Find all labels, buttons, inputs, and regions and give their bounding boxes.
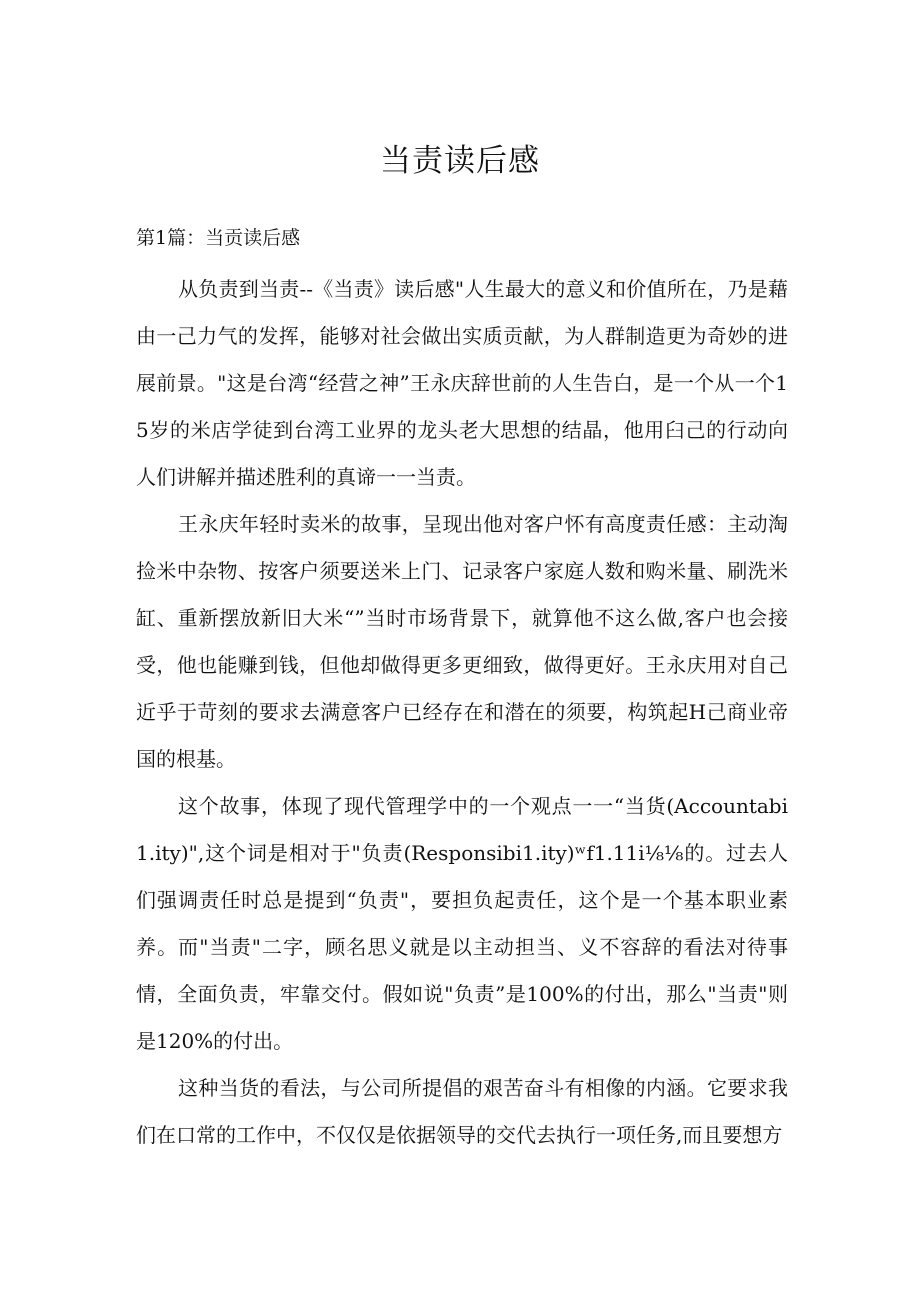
paragraph-4: 这种当货的看法，与公司所提倡的艰苦奋斗有相像的内涵。它要求我们在口常的工作中，不仅仅是依据领导的交代去执行一项任务,而且要想方	[136, 1076, 788, 1147]
section-heading: 第1篇：当贡读后感	[136, 227, 301, 249]
document-title: 当责读后感	[380, 143, 540, 179]
paragraph-2: 王永庆年轻时卖米的故事，呈现出他对客户怀有高度责任感：主动淘捡米中杂物、按客户须要送米上门、记录客户家庭人数和购米量、刷洗米缸、重新摆放新旧大米“”当时市场背景下，就算他不这么做,客户也会接受，他也能赚到钱，但他却做得更多更细致，做得更好。王永庆用对自己近乎于苛刻的要求去满意客户已经存在和潜在的须要，构筑起H己商业帝国的根基。	[136, 512, 788, 771]
paragraph-3: 这个故事，体现了现代管理学中的一个观点一一“当货(Accountabi1.ity)",这个词是相对于"负责(Responsibi1.ity)ʷf1.11i⅛⅛的。过去人们强调责任时总是提到“负责"，要担负起责任，这个是一个基本职业素养。而"当责"二字，顾名思义就是以主动担当、义不容辞的看法对待事情，全面负责，牢靠交付。假如说"负责”是100%的付出，那么"当责"则是120%的付出。	[136, 794, 788, 1053]
document-body	[136, 266, 788, 1159]
paragraph-1: 从负责到当责--《当责》读后感"人生最大的意义和价值所在，乃是藉由一己力气的发挥，能够对社会做出实质贡献，为人群制造更为奇妙的进展前景。"这是台湾“经营之神”王永庆辞世前的人生告白，是一个从一个15岁的米店学徒到台湾工业界的龙头老大思想的结晶，他用臼己的行动向人们讲解并描述胜利的真谛一一当责。	[136, 277, 788, 489]
